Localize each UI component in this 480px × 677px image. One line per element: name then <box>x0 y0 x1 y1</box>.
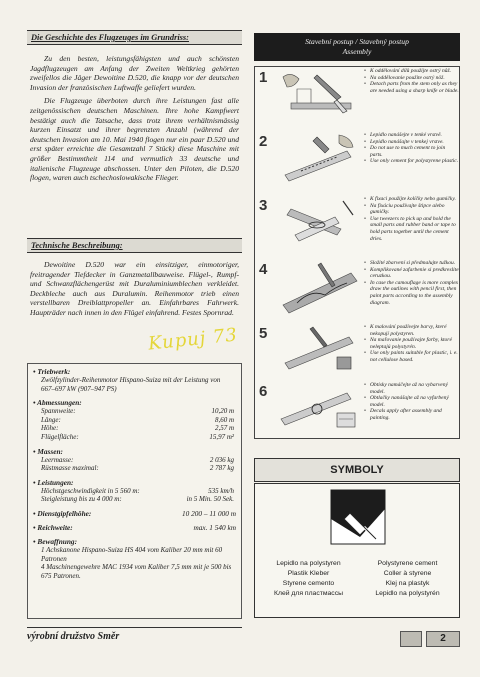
max-mass-label: Rüstmasse maximal: <box>41 464 99 473</box>
speed-value: 535 km/h <box>208 486 234 495</box>
spec-row-max-mass <box>33 464 236 473</box>
spec-row-area <box>33 433 236 442</box>
symbol-label: Lepidlo na polystyrén <box>375 590 440 597</box>
page-number: 2 <box>426 631 460 647</box>
ceiling-label: • Dienstgipfelhöhe: <box>33 509 91 518</box>
spec-engine <box>33 367 236 393</box>
history-paragraph-2: Die Flugzeuge überboten durch ihre Leistungen fast alle zeitgenössischen deutschen Maschinen. Ihre hohe Kampfwert bestätigt auch die Tatsache, dass trotz ihrem verhältnismässig kurzen Einsatzt und ihrer begrenzten Anzahl (während der deutschen Invasion am 10. Mai 1940 flogen nur ein paar D.520 und erst später erreichte die Gesamtzahl 7 Stück) diese Maschine mit größer Bestimmtheit 114 und vermutlich 33 deutsche und italienische Flugzeuge abschossen. Unter den Piloten, die D.520 flogen, waren auch tschechoslowakische Flieger. <box>30 96 239 183</box>
watermark-text: Kupuj 73 <box>147 324 239 355</box>
spec-row-climb <box>33 495 236 504</box>
publisher-name: výrobní družstvo Směr <box>27 627 242 642</box>
empty-mass-value: 2 036 kg <box>209 455 234 464</box>
step-number: 4 <box>259 261 268 278</box>
paint-brush-icon <box>277 323 363 379</box>
symbol-label: Lepidlo na polystyren <box>276 560 341 567</box>
spec-performance-title: • Leistungen: <box>33 478 236 487</box>
glue-applying-icon <box>277 131 363 191</box>
note: • Decals apply after assembly and painting. <box>363 408 459 421</box>
step-5-notes <box>363 323 459 364</box>
note: • Na fixáciu používajte štipce alebo gumičky. <box>363 203 459 216</box>
step-4-notes <box>363 259 459 306</box>
area-label: Flügelfläche: <box>41 432 79 441</box>
assembly-step-6 <box>255 381 461 437</box>
history-paragraph-1: Zu den besten, leistungsfähigsten und auch schönsten Jagdflugzeugen am Anfang der Zweiten Weltkrieg gehörten zweifellos die Jäger Dewoitine D.520, die knapp vor der deutschen Invasion der französischen Luftwaffe geliefert wurden. <box>30 54 239 92</box>
assembly-step-3 <box>255 195 461 257</box>
symbols-heading: SYMBOLY <box>254 458 460 482</box>
spec-row-length <box>33 416 236 425</box>
step-number: 6 <box>259 383 268 400</box>
spec-armament-guns: 4 Maschinengewehre MAC 1934 vom Kaliber 7,5 mm mit je 500 bis 675 Patronen. <box>41 563 232 580</box>
assembly-step-4 <box>255 259 461 321</box>
note: • Obtlačky nanášajte až na vyfarbený model. <box>363 395 459 408</box>
symbol-label: Coller à styrene <box>383 570 432 577</box>
spec-ceiling <box>33 509 236 518</box>
note: • Detach parts from the stem only as they are needed using a sharp knife or blade. <box>363 81 459 94</box>
step-3-notes <box>363 195 459 242</box>
range-value: max. 1 540 km <box>193 522 236 532</box>
history-section <box>27 50 242 183</box>
symbol-label: Styrene cemento <box>282 580 335 587</box>
ceiling-value: 10 200 – 11 000 m <box>182 508 236 518</box>
spec-mass <box>33 447 236 473</box>
max-mass-value: 2 787 kg <box>209 464 234 473</box>
note: • Lepidlo nanášajte v tenkej vrstve. <box>363 139 459 146</box>
specifications-box <box>27 363 242 619</box>
step-number: 1 <box>259 69 268 86</box>
symbol-label: Klej na plastyk <box>385 580 430 587</box>
spec-range <box>33 523 236 532</box>
spec-engine-title: • Triebwerk: <box>33 367 236 376</box>
symbols-box <box>254 483 460 618</box>
assembly-heading-line2: Assembly <box>342 47 372 56</box>
step-6-notes <box>363 381 459 422</box>
page-tab-marker <box>400 631 422 647</box>
decal-water-icon <box>277 381 363 437</box>
length-label: Länge: <box>41 415 61 424</box>
cement-bottle-icon <box>330 489 386 545</box>
spec-row-height <box>33 424 236 433</box>
symbol-label: Клей для пластмассы <box>274 590 343 597</box>
step-number: 3 <box>259 197 268 214</box>
note: • Na maľovanie používajte farby, ktoré neleptajú polystyrén. <box>363 337 459 350</box>
assembly-steps-box <box>254 66 460 439</box>
assembly-step-1 <box>255 67 461 129</box>
note: • Lepidlo nanášejte v tenké vrstvě. <box>363 132 459 139</box>
technical-paragraph: Dewoitine D.520 war ein einsitziger, einmotoriger, freitragender Tiefdecker in Ganzmetallbauweise. Flügel-, Rumpf- und Schwanzflächengerüst mit Duraluminiumblechen verkleidet. Deckbleche auch aus Duralumin. Reihenmotor trieb einen verstellbaren Dreiblattpropeller an. Einfahrbares Fahrwerk. Haupträder nach innen in den Flügel einfahrend. Festes Spornrad. <box>30 260 239 317</box>
area-value: 15,97 m² <box>209 432 234 441</box>
note: • Složité zbarvení si předmalujte tužkou. <box>363 260 459 267</box>
spec-dimensions <box>33 398 236 441</box>
technical-heading: Technische Beschreibung: <box>27 238 242 253</box>
step-1-notes <box>363 67 459 94</box>
spec-row-empty-mass <box>33 456 236 465</box>
spec-row-span <box>33 407 236 416</box>
spec-performance <box>33 478 236 504</box>
assembly-heading <box>254 33 460 61</box>
length-value: 8,60 m <box>214 415 234 424</box>
history-heading: Die Geschichte des Flugzeuges im Grundriss: <box>27 30 242 45</box>
height-value: 2,57 m <box>214 424 234 433</box>
note: • Do not use to much cement to join parts. <box>363 145 459 158</box>
note: • K oddělování dílů použijte ostrý nůž. <box>363 68 459 75</box>
climb-label: Steigleistung bis zu 4 000 m: <box>41 495 122 504</box>
assembly-heading-line1: Stavební postup / Stavebný postup <box>305 37 409 46</box>
tweezers-icon <box>277 195 363 255</box>
spec-mass-title: • Massen: <box>33 447 236 456</box>
spec-armament-title: • Bewaffnung: <box>33 537 236 546</box>
note: • Use tweezers to pick up and hold the small parts and rubber band or tape to hold parts together until the cement dries. <box>363 216 459 242</box>
note: • K fixaci použijte kolíčky nebo gumičky. <box>363 196 459 203</box>
assembly-step-5 <box>255 323 461 379</box>
note: • Use only paints suitable for plastic, i. e. not cellulose based. <box>363 350 459 363</box>
empty-mass-label: Leermasse: <box>41 455 74 464</box>
knife-cutting-icon <box>277 67 363 127</box>
note: • Use only cement for polystyrene plastic. <box>363 158 459 165</box>
step-number: 2 <box>259 133 268 150</box>
note: • Obtisky namáčejte až na vybarvený model. <box>363 382 459 395</box>
technical-section <box>27 256 242 318</box>
note: • Komplikované zafarbenie si predkreslite ceruzkou. <box>363 267 459 280</box>
step-2-notes <box>363 131 459 165</box>
speed-label: Höchstgeschwindigkeit in 5 560 m: <box>41 486 140 495</box>
assembly-step-2 <box>255 131 461 193</box>
note: • In case the camouflage is more complex draw the outlines with pencil first, then paint parts according to the assembly diagram. <box>363 280 459 306</box>
spec-armament <box>33 537 236 580</box>
spec-row-speed <box>33 487 236 496</box>
step-number: 5 <box>259 325 268 342</box>
span-value: 10,20 m <box>211 407 234 416</box>
spec-engine-text: Zwölfzylinder-Reihenmotor Hispano-Suiza mit der Leistung von 667–697 kW (907–947 PS) <box>41 376 221 393</box>
spec-dimensions-title: • Abmessungen: <box>33 398 236 407</box>
symbol-label: Plastik Kleber <box>287 570 330 577</box>
note: • K malování používejte barvy, které nekopují polystyren. <box>363 324 459 337</box>
height-label: Höhe: <box>41 424 59 433</box>
note: • Na oddělovanie použite ostrý nôž. <box>363 75 459 82</box>
symbols-legend <box>259 560 457 597</box>
climb-value: in 5 Min. 50 Sek. <box>186 495 234 504</box>
symbol-label: Polystyrene cement <box>377 560 438 567</box>
pencil-camouflage-icon <box>277 259 363 319</box>
span-label: Spannweite: <box>41 407 76 416</box>
spec-armament-cannon: 1 Achskanone Hispano-Suiza HS 404 vom Kaliber 20 mm mit 60 Patronen <box>41 545 223 563</box>
range-label: • Reichweite: <box>33 523 73 532</box>
